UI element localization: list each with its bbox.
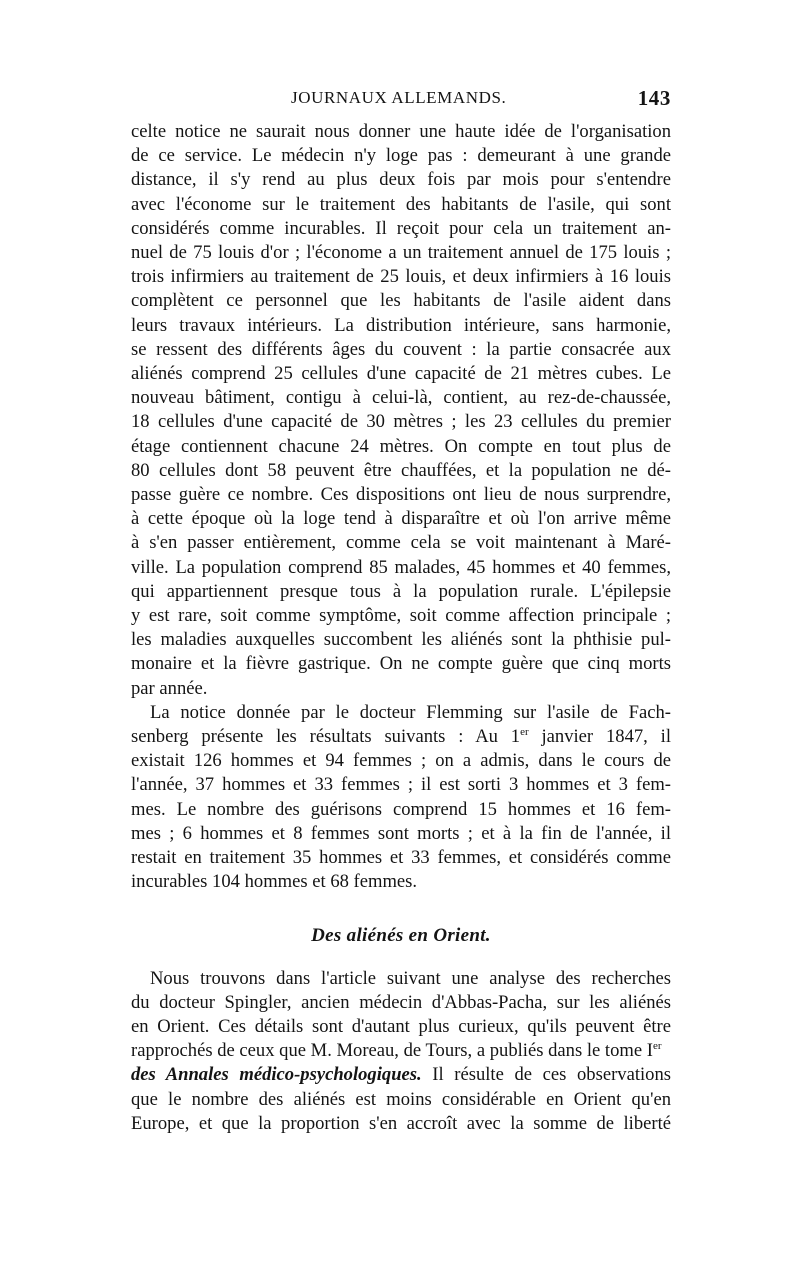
text-line: avec l'économe sur le traitement des habitants de l'asile, qui sont [131, 193, 671, 215]
text-line: celte notice ne saurait nous donner une haute idée de l'organisation [131, 121, 671, 142]
text-line: que le nombre des aliénés est moins considérable en Orient qu'en [131, 1088, 671, 1110]
text-line: 80 cellules dont 58 peuvent être chauffées, et la population ne dé- [131, 459, 671, 481]
text-line: incurables 104 hommes et 68 femmes. [131, 871, 418, 893]
text-line: l'année, 37 hommes et 33 femmes ; il est sorti 3 hommes et 3 fem- [131, 774, 671, 796]
running-title: JOURNAUX ALLEMANDS. [291, 88, 507, 107]
text-line: 18 cellules d'une capacité de 30 mètres ; les 23 cellules du premier [131, 411, 671, 433]
text-fragment: senberg présente les résultats suivants : Au 1 [131, 726, 521, 748]
page-header [131, 88, 671, 118]
text-line: mes. Le nombre des guérisons comprend 15 hommes et 16 fem- [131, 798, 671, 820]
text-line: existait 126 hommes et 94 femmes ; on a admis, dans le cours de [131, 750, 671, 772]
text-line: passe guère ce nombre. Ces dispositions ont lieu de nous surprendre, [131, 484, 671, 506]
text-line: complètent ce personnel que les habitants de l'asile aident dans [131, 290, 671, 312]
text-line: à s'en passer entièrement, comme cela se voit maintenant à Maré- [131, 532, 671, 554]
text-line: y est rare, soit comme symptôme, soit comme affection principale ; [131, 605, 671, 627]
paragraph-asylum-description [131, 120, 671, 701]
paragraph-fachsenberg-report [131, 701, 671, 895]
text-line [131, 1063, 671, 1087]
journal-title: des Annales médico-psychologiques. [131, 1064, 422, 1086]
page-number: 143 [637, 86, 671, 110]
text-line: étage contiennent chacune 24 mètres. On compte en tout plus de [131, 435, 671, 457]
text-line [131, 725, 671, 749]
text-line: qui appartiennent presque tous à la population rurale. L'épilepsie [131, 580, 671, 602]
text-line: mes ; 6 hommes et 8 femmes sont morts ; et à la fin de l'année, il [131, 822, 671, 844]
text-line: en Orient. Ces détails sont d'autant plus curieux, qu'ils peuvent être [131, 1015, 671, 1037]
text-line: Europe, et que la proportion s'en accroît avec la somme de liberté [131, 1112, 671, 1134]
text-line: les maladies auxquelles succombent les aliénés sont la phthisie pul- [131, 629, 671, 651]
text-line: à cette époque où la loge tend à disparaître et où l'on arrive même [131, 508, 671, 530]
superscript: er [520, 725, 529, 738]
text-line: considérés comme incurables. Il reçoit pour cela un traitement an- [131, 217, 671, 239]
text-line: de ce service. Le médecin n'y loge pas : demeurant à une grande [131, 145, 671, 167]
text-line: se ressent des différents âges du couvent : la partie consacrée aux [131, 338, 671, 360]
text-line: Nous trouvons dans l'article suivant une analyse des recherches [150, 967, 671, 989]
paragraph-orient-analysis [131, 967, 671, 1136]
text-fragment: rapprochés de ceux que M. Moreau, de Tours, a publiés dans le tome I [131, 1040, 653, 1062]
text-line: ville. La population comprend 85 malades, 45 hommes et 40 femmes, [131, 556, 671, 578]
text-line: leurs travaux intérieurs. La distribution intérieure, sans harmonie, [131, 314, 671, 336]
text-line: trois infirmiers au traitement de 25 louis, et deux infirmiers à 16 louis [131, 266, 671, 288]
text-line: nouveau bâtiment, contigu à celui-là, contient, au rez-de-chaussée, [131, 387, 671, 409]
text-fragment: janvier 1847, il [528, 726, 671, 748]
text-line: nuel de 75 louis d'or ; l'économe a un traitement annuel de 175 louis ; [131, 242, 671, 264]
text-line [131, 1039, 671, 1063]
text-line: aliénés comprend 25 cellules d'une capacité de 21 mètres cubes. Le [131, 363, 671, 385]
text-line: La notice donnée par le docteur Flemming sur l'asile de Fach- [150, 701, 671, 723]
text-line: du docteur Spingler, ancien médecin d'Abbas-Pacha, sur les aliénés [131, 991, 671, 1013]
book-page [131, 88, 671, 1136]
text-fragment: Il résulte de ces observations [421, 1064, 671, 1086]
text-line: restait en traitement 35 hommes et 33 femmes, et considérés comme [131, 847, 671, 869]
text-line: monaire et la fièvre gastrique. On ne compte guère que cinq morts [131, 653, 671, 675]
section-title: Des aliénés en Orient. [311, 924, 491, 946]
text-line: par année. [131, 677, 208, 699]
superscript: er [652, 1039, 662, 1052]
text-line: distance, il s'y rend au plus deux fois par mois pour s'entendre [131, 169, 671, 191]
